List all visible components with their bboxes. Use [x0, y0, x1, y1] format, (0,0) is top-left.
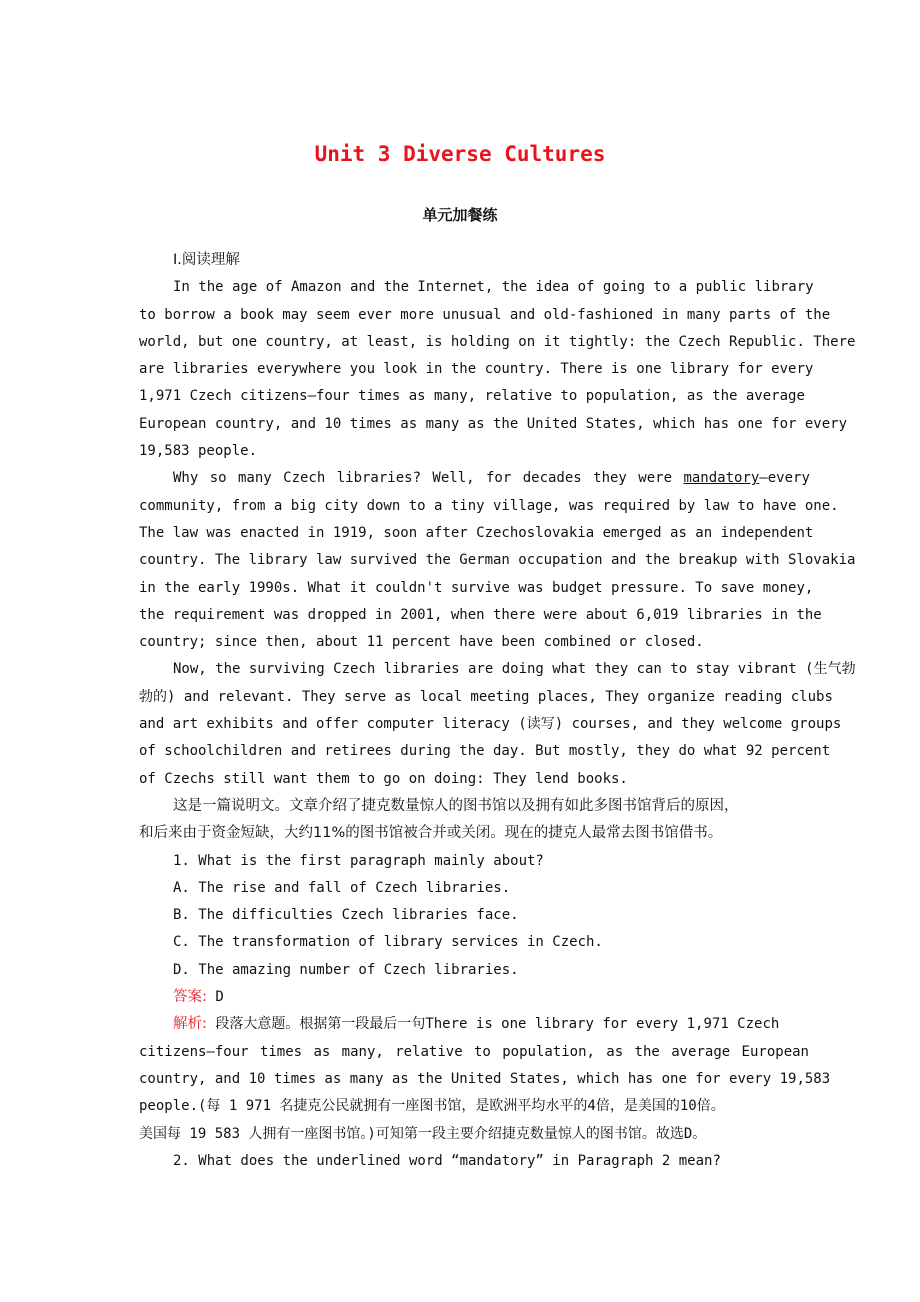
paragraph-line: to borrow a book may seem ever more unusual and old-fashioned in many parts of the — [139, 306, 831, 323]
summary-line: 这是一篇说明文。文章介绍了捷克数量惊人的图书馆以及拥有如此多图书馆背后的原因， — [173, 797, 739, 814]
option-b: B. The difficulties Czech libraries face. — [173, 907, 519, 924]
passage-paragraph-3 — [139, 656, 856, 792]
paragraph-line: 勃的) and relevant. They serve as local meeting places, They organize reading clubs — [139, 688, 833, 705]
answer-label: 答案: — [173, 989, 207, 1006]
paragraph-text: Why so many Czech libraries? Well, for decades they were — [173, 470, 684, 487]
option-c: C. The transformation of library services in Czech. — [173, 934, 603, 951]
analysis-label: 解析: — [173, 1016, 207, 1033]
paragraph-line: of schoolchildren and retirees during the day. But mostly, they do what 92 percent — [139, 743, 831, 760]
paragraph-line: In the age of Amazon and the Internet, the idea of going to a public library — [173, 279, 814, 296]
analysis-line — [139, 1011, 819, 1038]
unit-title: Unit 3 Diverse Cultures — [314, 142, 606, 166]
paragraph-line: world, but one country, at least, is holding on it tightly: the Czech Republic. There — [139, 333, 856, 350]
document-body — [139, 247, 856, 1175]
section-subtitle: 单元加餐练 — [422, 206, 498, 224]
paragraph-line: European country, and 10 times as many as the United States, which has one for every — [139, 415, 848, 432]
paragraph-line: country. The library law survived the German occupation and the breakup with Slovakia — [139, 552, 856, 569]
paragraph-line-with-underline — [139, 465, 819, 492]
answer-value: D — [206, 989, 224, 1006]
paragraph-line: in the early 1990s. What it couldn't survive was budget pressure. To save money, — [139, 579, 814, 596]
paragraph-line: Now, the surviving Czech libraries are doing what they can to stay vibrant (生气勃 — [173, 661, 856, 678]
paragraph-line: 1,971 Czech citizens—four times as many, relative to population, as the average — [139, 388, 805, 405]
answer-line — [139, 984, 819, 1011]
option-d: D. The amazing number of Czech libraries. — [173, 961, 519, 978]
analysis-line: country, and 10 times as many as the United States, which has one for every 19,583 — [139, 1070, 831, 1087]
question-stem: 1. What is the first paragraph mainly about? — [173, 852, 544, 869]
paragraph-line: 19,583 people. — [139, 443, 258, 460]
passage-paragraph-1 — [139, 274, 856, 465]
paragraph-line: and art exhibits and offer computer literacy (读写) courses, and they welcome groups — [139, 716, 842, 733]
option-a: A. The rise and fall of Czech libraries. — [173, 879, 511, 896]
question-2 — [139, 1148, 819, 1175]
analysis-text: 段落大意题。根据第一段最后一句There is one library for every 1,971 Czech — [206, 1016, 780, 1033]
summary-line: 和后来由于资金短缺，大约11%的图书馆被合并或关闭。现在的捷克人最常去图书馆借书。 — [139, 825, 723, 842]
paragraph-text: —every — [759, 470, 810, 487]
question-stem: 2. What does the underlined word “mandatory” in Paragraph 2 mean? — [173, 1152, 721, 1169]
analysis-line: citizens—four times as many, relative to population, as the average European — [139, 1043, 809, 1060]
paragraph-line: country; since then, about 11 percent have been combined or closed. — [139, 634, 704, 651]
paragraph-line: are libraries everywhere you look in the country. There is one library for every — [139, 361, 814, 378]
paragraph-line: the requirement was dropped in 2001, when there were about 6,019 libraries in the — [139, 606, 822, 623]
analysis-line: 美国每 19 583 人拥有一座图书馆。)可知第一段主要介绍捷克数量惊人的图书馆。故选D。 — [139, 1125, 707, 1142]
analysis-line: people.(每 1 971 名捷克公民就拥有一座图书馆，是欧洲平均水平的4倍，是美国的10倍。 — [139, 1098, 725, 1115]
reading-section-heading: Ⅰ.阅读理解 — [173, 252, 240, 268]
passage-paragraph-2 — [139, 465, 856, 656]
passage-summary — [139, 793, 819, 848]
question-1 — [139, 848, 831, 1148]
paragraph-line: The law was enacted in 1919, soon after Czechoslovakia emerged as an independent — [139, 524, 814, 541]
paragraph-line: of Czechs still want them to go on doing: They lend books. — [139, 770, 628, 787]
paragraph-line: community, from a big city down to a tiny village, was required by law to have one. — [139, 497, 839, 514]
underlined-word: mandatory — [683, 470, 760, 487]
